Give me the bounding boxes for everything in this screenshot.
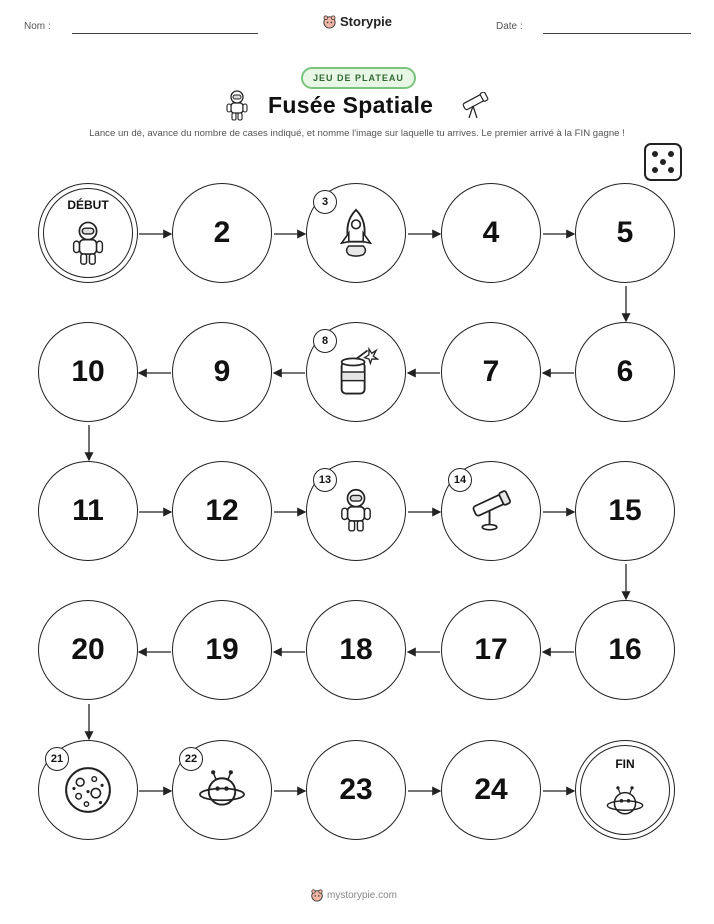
- board-cell: [38, 322, 138, 422]
- board-cell: [172, 740, 272, 840]
- cell-number: 15: [608, 494, 642, 527]
- start-label: DÉBUT: [67, 198, 109, 212]
- cell-number: 19: [205, 633, 239, 666]
- rocket-icon: [334, 207, 378, 259]
- cell-number: 11: [72, 494, 104, 527]
- board-cell: [38, 740, 138, 840]
- footer: [310, 888, 397, 902]
- board-cell: [306, 322, 406, 422]
- board-cell: [306, 600, 406, 700]
- cell-number-badge: 3: [313, 190, 337, 214]
- cell-number: 2: [213, 216, 231, 249]
- cell-number: 4: [482, 216, 500, 249]
- board-cell: [575, 183, 675, 283]
- cell-number: 24: [474, 773, 508, 806]
- board-cell: [306, 461, 406, 561]
- telescope-icon: [466, 490, 516, 532]
- board-cell: [441, 322, 541, 422]
- instructions: Lance un dé, avance du nombre de cases indiqué, et nomme l'image sur laquelle tu arrives. Le premier arrivé à la FIN gagne !: [89, 128, 625, 139]
- board-cell: [38, 461, 138, 561]
- alien-ufo-icon: [197, 767, 247, 813]
- finish-cell: [575, 740, 675, 840]
- board-cell: [172, 600, 272, 700]
- date-label: Date :: [496, 21, 523, 32]
- cell-number-badge: 13: [313, 468, 337, 492]
- cell-number: 6: [616, 355, 634, 388]
- board-cell: [172, 461, 272, 561]
- cell-number: 20: [71, 633, 105, 666]
- cell-number-badge: 8: [313, 329, 337, 353]
- cell-number: 5: [616, 216, 634, 249]
- cell-number-badge: 21: [45, 747, 69, 771]
- cell-number: 16: [608, 633, 642, 666]
- fuel-can-icon: [333, 347, 379, 397]
- brand-name: Storypie: [340, 14, 393, 29]
- storypie-logo-icon: [310, 888, 324, 902]
- board-cell: [575, 600, 675, 700]
- cell-number: 12: [205, 494, 239, 527]
- cell-number-badge: 14: [448, 468, 472, 492]
- cell-number: 7: [482, 355, 500, 388]
- board-cell: [441, 740, 541, 840]
- board-cell: [172, 322, 272, 422]
- board-cell: [441, 600, 541, 700]
- board-cell: [575, 322, 675, 422]
- footer-url[interactable]: mystorypie.com: [327, 889, 398, 901]
- start-cell: [38, 183, 138, 283]
- board-cell: [575, 461, 675, 561]
- cell-number: 23: [339, 773, 373, 806]
- finish-label: FIN: [615, 757, 635, 771]
- cell-number: 18: [339, 633, 373, 666]
- moon-icon: [63, 765, 113, 815]
- board-cell: [441, 183, 541, 283]
- cell-number: 9: [213, 355, 231, 388]
- alien-ufo-icon: [605, 784, 645, 820]
- astronaut-icon: [70, 221, 106, 267]
- cell-number: 17: [474, 633, 508, 666]
- game-type-badge: JEU DE PLATEAU: [301, 67, 416, 89]
- board-cell: [441, 461, 541, 561]
- board-cell: [38, 600, 138, 700]
- cell-number: 10: [71, 355, 105, 388]
- name-label: Nom :: [24, 21, 51, 32]
- board-cell: [306, 183, 406, 283]
- board-cell: [306, 740, 406, 840]
- page-title: Fusée Spatiale: [268, 92, 434, 118]
- board-cell: [172, 183, 272, 283]
- cell-number-badge: 22: [179, 747, 203, 771]
- astronaut-icon: [339, 488, 373, 534]
